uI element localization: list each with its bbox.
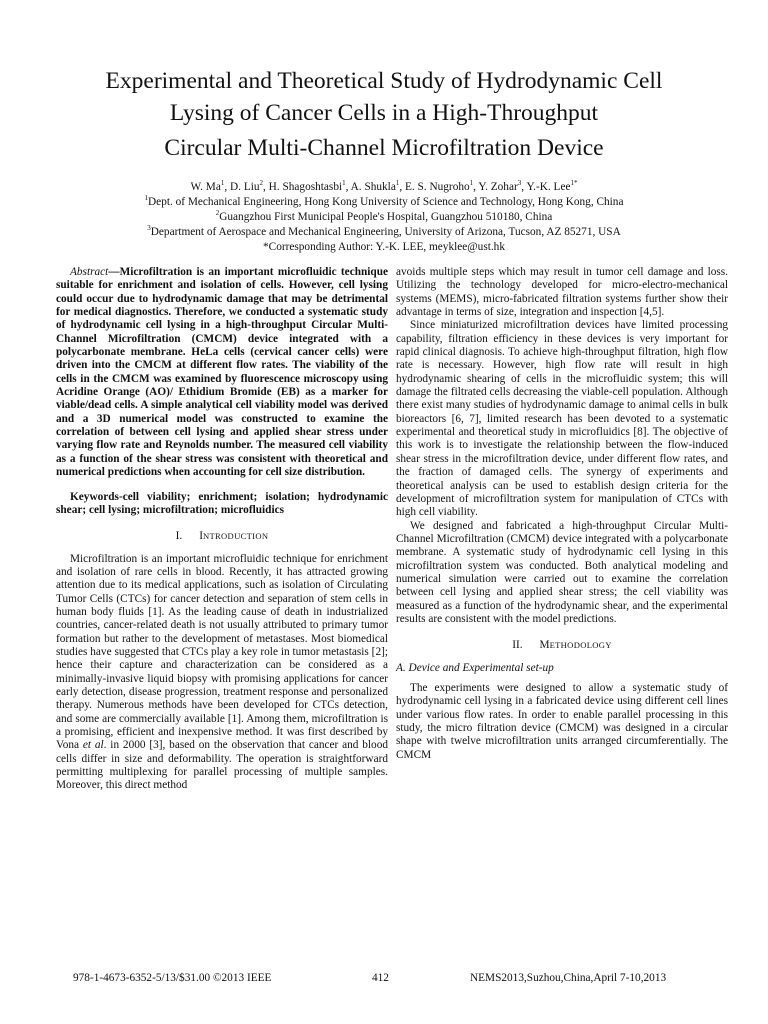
right-column	[396, 266, 728, 762]
author-name: W. Ma	[190, 181, 221, 193]
affiliation	[40, 195, 728, 210]
footer-conference: NEMS2013,Suzhou,China,April 7-10,2013	[470, 972, 667, 984]
author-affiliation-mark: 1	[342, 179, 346, 188]
author-affiliation-mark: 2	[259, 179, 264, 188]
author-affiliation-mark: 1	[395, 179, 400, 188]
section-number: I.	[175, 530, 183, 543]
title-line: Lysing of Cancer Cells in a High-Throughput	[169, 99, 599, 126]
abstract-text: —Microfiltration is an important microfluidic technique suitable for enrichment and isolation of cells. However, cell lysing could occur due to hydrodynamic damage that may be detrimental for medical diagnostics. Therefore, we conducted a systematic study of hydrodynamic cell lysing in a high-throughput Circular Multi-Channel Microfiltration (CMCM) device integrated with a polycarbonate membrane. HeLa cells (cervical cancer cells) were driven into the CMCM at different flow rates. The viability of the cells in the CMCM was examined by fluorescence microscopy using Acridine Orange (AO)/ Ethidium Bromide (EB) as a marker for viable/dead cells. A simple analytical cell viability model was derived and a 3D numerical model was constructed to examine the correlation of between cell lysing and applied shear stress under varying flow rate and Reynolds number. The measured cell viability as a function of the shear stress was consistent with theoretical and numerical predictions when accounting for cell size distribution.	[56, 266, 388, 479]
keywords: Keywords-cell viability; enrichment; isolation; hydrodynamic shear; cell lysing; microfiltration; microfluidics	[56, 490, 388, 516]
author-affiliation-mark: 1	[220, 179, 225, 188]
body-paragraph: Since miniaturized microfiltration devices have limited processing capability, filtration efficiency in these devices is very important for rapid clinical diagnosis. To achieve high-throughput filtration, high flow rate is necessary. However, high flow rate will result in high hydrodynamic shearing of cells in the microfluidic system; this will damage the filtrated cells decreasing the viable-cell population. Although there exist many studies of hydrodynamic damage to animal cells in bulk bioreactors [6, 7], limited research has been devoted to a systematic experimental and theoretical study in microfluidics [8]. The objective of this work is to investigate the relationship between the flow-induced shear stress in the microfiltration device, under different flow rates, and the fraction of damaged cells. The synergy of experiments and theoretical analysis can be used to establish design criteria for the development of microfiltration system for manipulation of CTCs with high cell viability.	[396, 319, 728, 519]
left-column	[56, 266, 388, 793]
intro-text: Microfiltration is an important microfluidic technique for enrichment and isolation of rare cells in blood. Recently, it has attracted growing attention due to its medical applications, such as isolation of Circulating Tumor Cells (CTCs) for cancer detection and separation of stem cells in human body fluids [1]. As the leading cause of death in industrialized countries, cancer-related death is not usually attributed to primary tumor formation but rather to the development of metastases. Most biomedical studies have suggested that CTCs play a key role in tumor metastasis [2]; hence their capture and characterization can be considered as a minimally-invasive liquid biopsy with promising applications for cancer early detection, disease progression, treatment response and personalized therapy. Numerous methods have been developed for CTCs detection, and some are commercially available [1]. Among them, microfiltration is a promising, efficient and inexpensive method. It was first described by Vona	[56, 552, 388, 752]
author-name: Y. Zohar	[478, 181, 518, 193]
author-affiliation-mark: 1*	[570, 179, 578, 188]
footer-page-number: 412	[372, 972, 389, 984]
title-line: Circular Multi-Channel Microfiltration Device	[164, 135, 604, 161]
affiliation-number: 3	[147, 224, 151, 233]
author-separator: ,	[473, 181, 479, 193]
section-number: II.	[512, 639, 523, 652]
affiliation	[40, 210, 728, 225]
body-paragraph: The experiments were designed to allow a systematic study of hydrodynamic cell lysing in a fabricated device using different cell lines under various flow rates. In order to enable parallel processing in this study, the micro filtration device (CMCM) was designed in a circular shape with twelve microfiltration units arranged circumferentially. The CMCM	[396, 681, 728, 761]
intro-etal: et al	[82, 739, 104, 752]
author-separator: ,	[521, 181, 527, 193]
author-name: D. Liu	[230, 181, 260, 193]
author-affiliation-mark: 3	[517, 179, 522, 188]
author-affiliation-mark: 1	[469, 179, 474, 188]
affiliation-number: 1	[144, 194, 149, 203]
author-list	[40, 180, 728, 195]
paper-title	[40, 66, 728, 165]
author-separator: ,	[224, 181, 231, 193]
author-separator: ,	[263, 181, 269, 193]
body-paragraph: avoids multiple steps which may result in tumor cell damage and loss. Utilizing the technology developed for micro-electro-mechanical systems (MEMS), micro-fabricated filtration systems further show their advantage in terms of size, integration and inspection [4,5].	[396, 266, 728, 319]
affiliation-number: 2	[215, 209, 220, 218]
subsection-heading: A. Device and Experimental set-up	[396, 661, 554, 674]
affiliation-text: Dept. of Mechanical Engineering, Hong Kong University of Science and Technology, Hong Kong, China	[148, 196, 624, 208]
abstract	[56, 266, 388, 480]
footer-isbn: 978-1-4673-6352-5/13/$31.00 ©2013 IEEE	[73, 972, 272, 984]
section-title-rest: NTRODUCTION	[202, 531, 269, 542]
section-heading-methodology	[396, 639, 728, 652]
author-separator: ,	[399, 181, 405, 193]
title-line: Experimental and Theoretical Study of Hydrodynamic Cell	[105, 68, 663, 94]
section-heading-introduction	[56, 530, 388, 543]
section-title-rest: ETHODOLOGY	[549, 640, 612, 651]
author-block	[40, 180, 728, 255]
author-separator: ,	[345, 181, 351, 193]
author-name: Y.-K. Lee	[526, 181, 571, 193]
author-name: H. Shagoshtasbi	[268, 181, 343, 193]
affiliation-text: Guangzhou First Municipal People's Hospital, Guangzhou 510180, China	[219, 211, 553, 223]
intro-text: . in 2000 [3], based on the observation that cancer and blood cells differ in size and deformability. The operation is straightforward permitting multiplexing for parallel processing of multiple samples. Moreover, this direct method	[56, 739, 389, 792]
section-title-initial: I	[199, 530, 203, 543]
author-name: A. Shukla	[350, 181, 396, 193]
section-title-initial: M	[539, 639, 550, 652]
affiliation	[40, 225, 728, 240]
abstract-lead: Abstract	[70, 266, 109, 278]
author-name: E. S. Nugroho	[405, 181, 470, 193]
intro-paragraph	[56, 553, 388, 793]
corresponding-author: *Corresponding Author: Y.-K. LEE, meyklee@ust.hk	[263, 241, 505, 253]
affiliation-text: Department of Aerospace and Mechanical Engineering, University of Arizona, Tucson, AZ 85271, USA	[150, 226, 621, 238]
body-paragraph: We designed and fabricated a high-throughput Circular Multi-Channel Microfiltration (CMCM) device integrated with a polycarbonate membrane. A systematic study of hydrodynamic cell lysing in this microfiltration system was conducted. Both analytical modeling and numerical simulation were carried out to examine the correlation between cell lysing and applied shear stress; the cell viability was measured as a function of the hydrodynamic shear, and the experimental results are consistent with the model predictions.	[396, 519, 728, 625]
